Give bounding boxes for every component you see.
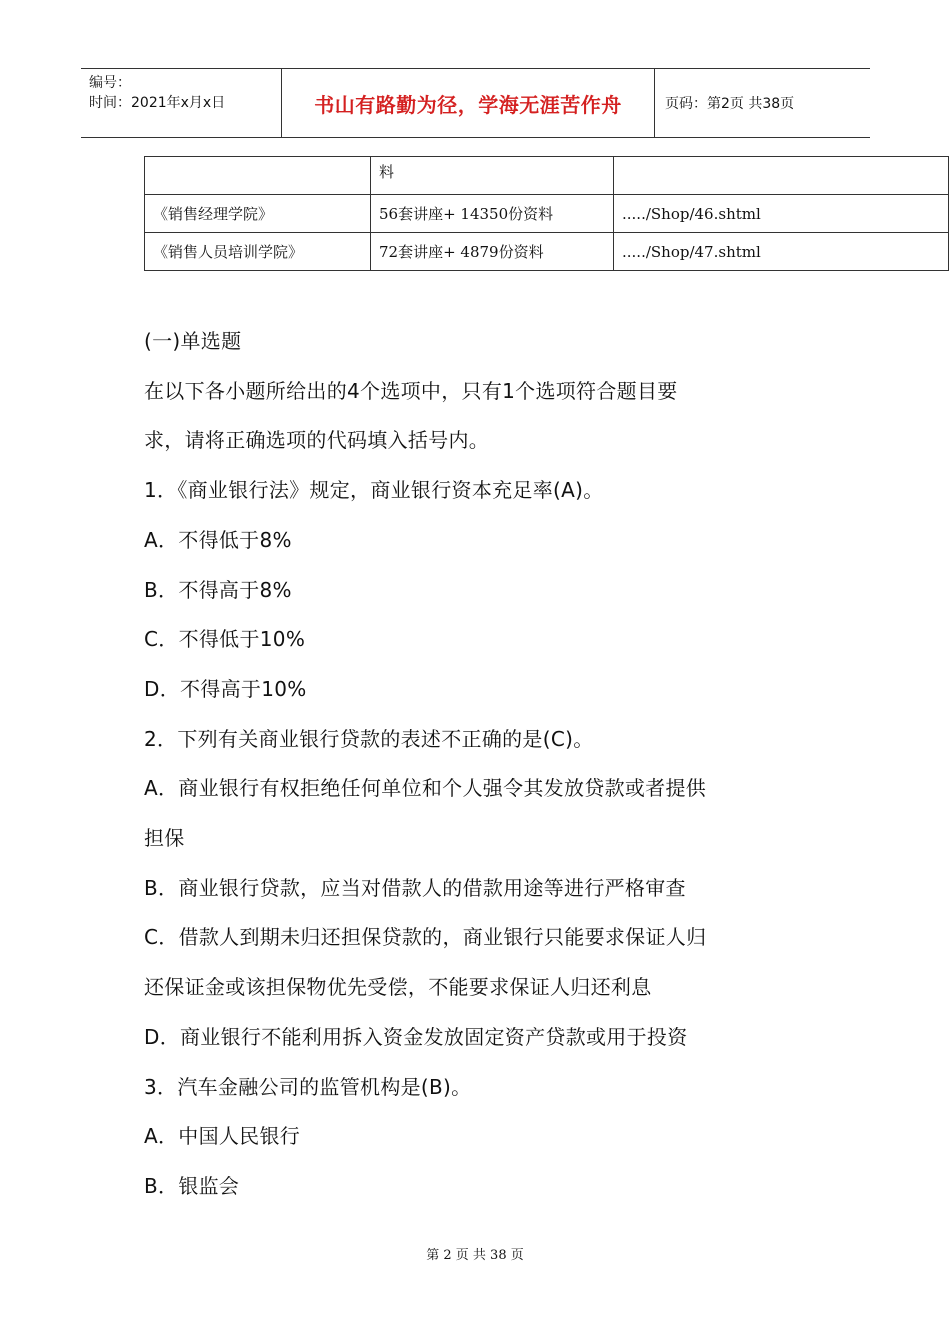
option-line: D．不得高于10%	[144, 676, 307, 701]
page-header	[81, 68, 870, 138]
question-1: 1．《商业银行法》规定，商业银行资本充足率(A)。	[144, 478, 604, 503]
table-cell	[614, 157, 949, 195]
time-label: 时间：2021年x月x日	[89, 95, 226, 111]
instruction-line: 在以下各小题所给出的4个选项中，只有1个选项符合题目要	[144, 378, 678, 403]
option-line: A．中国人民银行	[144, 1124, 301, 1149]
table-cell: 《销售人员培训学院》	[145, 233, 371, 271]
header-meta	[81, 69, 281, 137]
table-cell: 72套讲座+ 4879份资料	[371, 233, 614, 271]
table-row	[145, 195, 949, 233]
header-motto: 书山有路勤为径，学海无涯苦作舟	[281, 69, 655, 137]
table-row	[145, 157, 949, 195]
question-3: 3．汽车金融公司的监管机构是(B)。	[144, 1074, 472, 1099]
option-line: C．借款人到期未归还担保贷款的，商业银行只能要求保证人归	[144, 925, 707, 950]
option-line: 还保证金或该担保物优先受偿，不能要求保证人归还利息	[144, 975, 652, 1000]
table-link-cell[interactable]: ...../Shop/46.shtml	[614, 195, 949, 233]
table-link-cell[interactable]: ...../Shop/47.shtml	[614, 233, 949, 271]
option-line: C．不得低于10%	[144, 627, 306, 652]
option-line: B．不得高于8%	[144, 577, 292, 602]
question-2: 2．下列有关商业银行贷款的表述不正确的是(C)。	[144, 726, 594, 751]
option-line: 担保	[144, 826, 185, 851]
table-cell: 56套讲座+ 14350份资料	[371, 195, 614, 233]
option-line: B．银监会	[144, 1173, 240, 1198]
option-line: D．商业银行不能利用拆入资金发放固定资产贷款或用于投资	[144, 1024, 688, 1049]
table-cell	[145, 157, 371, 195]
document-body	[144, 317, 784, 1212]
option-line: A．商业银行有权拒绝任何单位和个人强令其发放贷款或者提供	[144, 776, 707, 801]
header-page-info: 页码：第2页 共38页	[665, 96, 795, 112]
section-heading: (一)单选题	[144, 329, 242, 353]
option-line: B．商业银行贷款，应当对借款人的借款用途等进行严格审查	[144, 875, 686, 900]
instruction-line: 求，请将正确选项的代码填入括号内。	[144, 428, 490, 453]
page-footer: 第 2 页 共 38 页	[426, 1248, 524, 1263]
option-line: A．不得低于8%	[144, 527, 292, 552]
resource-table	[144, 156, 949, 271]
number-label: 编号：	[89, 75, 131, 91]
table-cell: 料	[371, 157, 614, 195]
table-row	[145, 233, 949, 271]
table-cell: 《销售经理学院》	[145, 195, 371, 233]
